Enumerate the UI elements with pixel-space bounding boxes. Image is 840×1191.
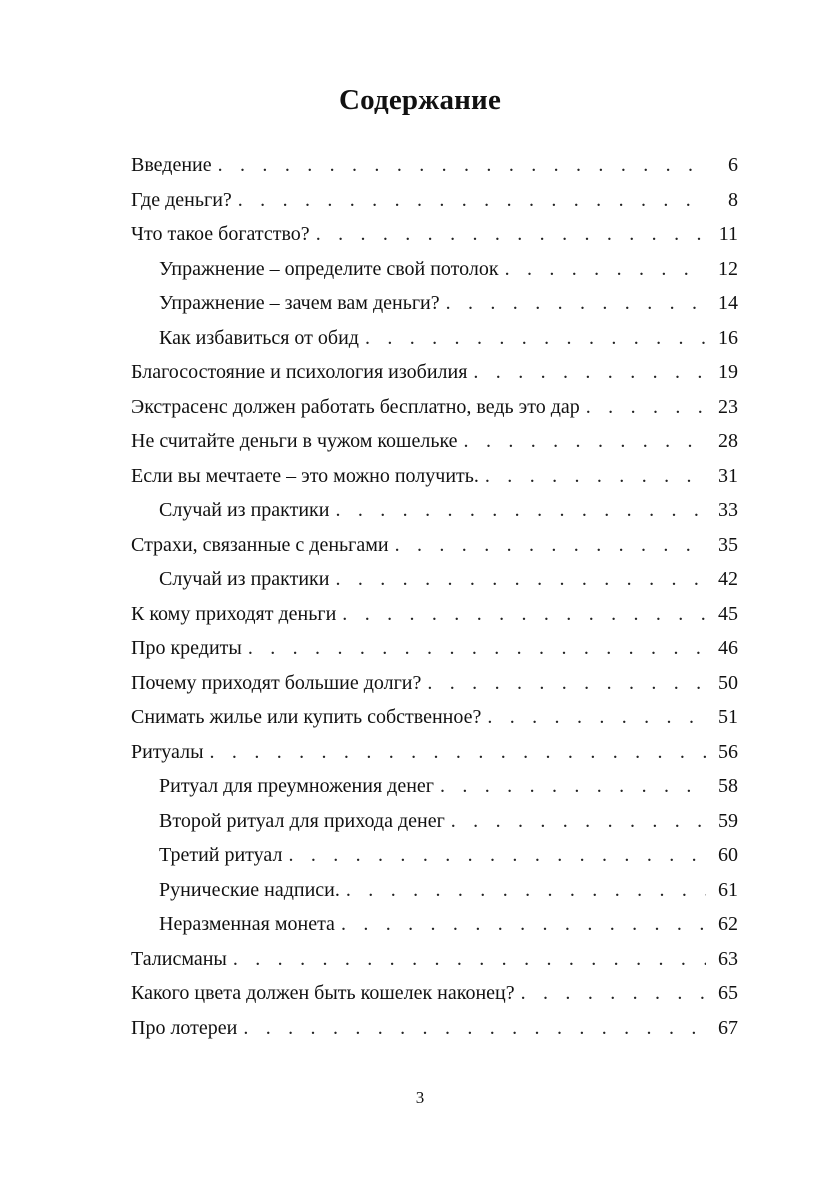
toc-entry[interactable]: [131, 528, 738, 563]
toc-entry[interactable]: [131, 459, 738, 494]
toc-entry-title: Талисманы: [131, 947, 227, 970]
toc-entry-title: Где деньги?: [131, 188, 232, 211]
dot-leader: [446, 286, 706, 321]
toc-entry[interactable]: [131, 286, 738, 321]
dot-leader: [586, 390, 706, 425]
toc-entry[interactable]: [131, 562, 738, 597]
dot-leader: [288, 838, 706, 873]
toc-entry-title: Неразменная монета: [159, 913, 335, 935]
toc-entry-title: Ритуалы: [131, 740, 204, 763]
dot-leader: [210, 735, 706, 770]
toc-entry-title: Какого цвета должен быть кошелек наконец?: [131, 982, 515, 1004]
dot-leader: [243, 1011, 706, 1046]
toc-entry-title: К кому приходят деньги: [131, 602, 337, 625]
toc-entry[interactable]: [131, 700, 738, 735]
toc-entry-title: Что такое богатство?: [131, 223, 310, 245]
toc-entry-title: Случай из практики: [159, 568, 330, 590]
toc-entry[interactable]: [131, 493, 738, 528]
dot-leader: [464, 424, 706, 459]
dot-leader: [335, 493, 706, 528]
toc-entry-page: 65: [718, 982, 738, 1004]
toc-entry[interactable]: [131, 735, 738, 770]
toc-entry[interactable]: [131, 942, 738, 977]
page-number: 3: [415, 1088, 425, 1107]
dot-leader: [346, 873, 706, 908]
toc-entry[interactable]: [131, 355, 738, 390]
toc-entry[interactable]: [131, 148, 738, 183]
dot-leader: [473, 355, 706, 390]
toc-entry-page: 50: [718, 671, 738, 694]
toc-entry[interactable]: [131, 424, 738, 459]
toc-entry[interactable]: [131, 873, 738, 908]
toc-entry-page: 67: [718, 1016, 738, 1039]
dot-leader: [335, 562, 706, 597]
toc-entry-page: 46: [718, 637, 738, 659]
toc-entry-title: Не считайте деньги в чужом кошельке: [131, 430, 458, 452]
dot-leader: [521, 976, 706, 1011]
toc-entry-page: 42: [718, 568, 738, 590]
toc-entry-title: Рунические надписи.: [159, 878, 340, 901]
dot-leader: [487, 700, 706, 735]
dot-leader: [440, 769, 706, 804]
dot-leader: [365, 321, 706, 356]
toc-entry-page: 56: [718, 740, 738, 763]
toc-entry-title: Упражнение – определите свой потолок: [159, 257, 499, 280]
toc-entry-page: 62: [718, 913, 738, 935]
dot-leader: [485, 459, 706, 494]
toc-entry[interactable]: [131, 631, 738, 666]
dot-leader: [395, 528, 706, 563]
toc-entry[interactable]: [131, 666, 738, 701]
toc-entry-title: Про кредиты: [131, 637, 242, 659]
dot-leader: [451, 804, 706, 839]
dot-leader: [505, 252, 706, 287]
toc-entry[interactable]: [131, 183, 738, 218]
table-of-contents: [131, 148, 738, 1045]
toc-entry-page: 8: [728, 188, 738, 211]
toc-entry[interactable]: [131, 597, 738, 632]
toc-entry-page: 63: [718, 947, 738, 970]
toc-entry-page: 31: [718, 464, 738, 487]
dot-leader: [316, 217, 706, 252]
dot-leader: [248, 631, 706, 666]
toc-entry-title: Введение: [131, 154, 212, 176]
toc-entry-title: Случай из практики: [159, 499, 330, 521]
toc-entry[interactable]: [131, 907, 738, 942]
toc-entry-title: Про лотереи: [131, 1016, 238, 1039]
dot-leader: [427, 666, 706, 701]
toc-entry-page: 19: [718, 361, 738, 383]
dot-leader: [238, 183, 706, 218]
toc-entry[interactable]: [131, 321, 738, 356]
toc-entry-title: Экстрасенс должен работать бесплатно, ведь это дар: [131, 395, 580, 418]
toc-entry-title: Снимать жилье или купить собственное?: [131, 706, 482, 728]
toc-entry[interactable]: [131, 838, 738, 873]
toc-entry[interactable]: [131, 804, 738, 839]
toc-entry-page: 35: [718, 533, 738, 556]
toc-entry-title: Третий ритуал: [159, 844, 283, 866]
toc-entry-page: 58: [718, 775, 738, 797]
toc-entry-page: 45: [718, 602, 738, 625]
toc-entry[interactable]: [131, 769, 738, 804]
toc-entry-page: 6: [728, 154, 738, 176]
toc-entry-page: 51: [718, 706, 738, 728]
page-title: Содержание: [338, 84, 502, 116]
toc-entry-page: 28: [718, 430, 738, 452]
dot-leader: [218, 148, 706, 183]
toc-entry-title: Благосостояние и психология изобилия: [131, 361, 468, 383]
toc-entry-page: 60: [718, 844, 738, 866]
toc-entry[interactable]: [131, 390, 738, 425]
toc-entry-title: Ритуал для преумножения денег: [159, 775, 434, 797]
toc-entry-title: Почему приходят большие долги?: [131, 671, 422, 694]
toc-entry-title: Упражнение – зачем вам деньги?: [159, 292, 440, 314]
toc-entry-page: 16: [718, 326, 738, 349]
toc-entry-title: Страхи, связанные с деньгами: [131, 533, 389, 556]
dot-leader: [341, 907, 706, 942]
toc-entry-title: Второй ритуал для прихода денег: [159, 809, 445, 832]
toc-entry-page: 12: [718, 257, 738, 280]
toc-entry-title: Если вы мечтаете – это можно получить.: [131, 464, 479, 487]
toc-entry[interactable]: [131, 976, 738, 1011]
toc-entry[interactable]: [131, 252, 738, 287]
toc-entry-page: 23: [718, 395, 738, 418]
dot-leader: [233, 942, 706, 977]
toc-entry-title: Как избавиться от обид: [159, 326, 359, 349]
toc-entry-page: 11: [718, 223, 738, 245]
toc-entry-page: 61: [718, 878, 738, 901]
toc-entry[interactable]: [131, 1011, 738, 1046]
toc-entry-page: 33: [718, 499, 738, 521]
dot-leader: [342, 597, 706, 632]
toc-entry-page: 59: [718, 809, 738, 832]
toc-entry[interactable]: [131, 217, 738, 252]
toc-entry-page: 14: [718, 292, 738, 314]
